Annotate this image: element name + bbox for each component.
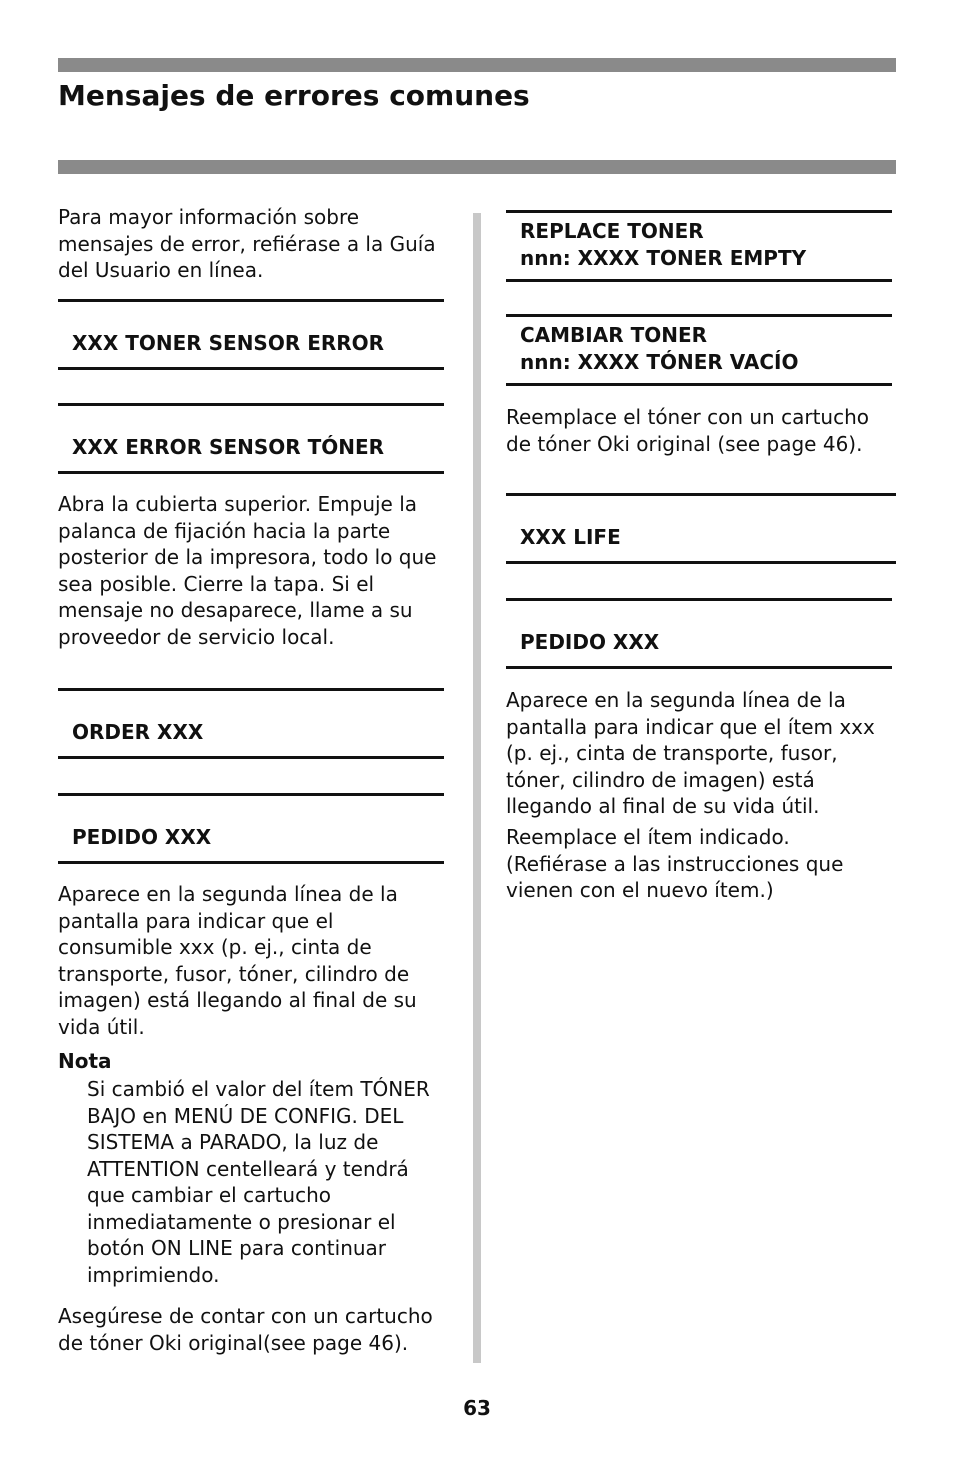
message-line-2: nnn: XXXX TONER EMPTY [520, 245, 807, 270]
message-box-replace-toner [506, 210, 892, 282]
life-description: Aparece en la segunda línea de la pantalla para indicar que el ítem xxx (p. ej., cinta de transporte, fusor, tóner, cilindro de imagen) está llegando al final de su vida útil. [506, 688, 875, 818]
original-cartridge-text: Asegúrese de contar con un cartucho de tóner Oki original(see page 46). [58, 1304, 433, 1355]
message-box-pedido: PEDIDO XXX [58, 793, 444, 864]
message-box-cambiar-toner [506, 314, 892, 386]
page-title: Mensajes de errores comunes [58, 79, 530, 112]
intro-text: Para mayor información sobre mensajes de error, refiérase a la Guía del Usuario en línea. [58, 205, 436, 282]
page-number: 63 [463, 1396, 491, 1420]
message-line-2: nnn: XXXX TÓNER VACÍO [520, 349, 799, 374]
message-box-life: XXX LIFE [506, 493, 896, 564]
replace-toner-description: Reemplace el tóner con un cartucho de tóner Oki original (see page 46). [506, 405, 869, 456]
sensor-error-description: Abra la cubierta superior. Empuje la palanca de fijación hacia la parte posterior de la impresora, todo lo que sea posible. Cierre la tapa. Si el mensaje no desaparece, llame a su proveedor de servicio local. [58, 492, 437, 649]
replace-item-text: Reemplace el ítem indicado. (Refiérase a las instrucciones que vienen con el nuevo ítem.) [506, 825, 844, 902]
note-label: Nota [58, 1049, 112, 1073]
header-top-bar [58, 58, 896, 72]
message-box-toner-sensor-error: XXX TONER SENSOR ERROR [58, 299, 444, 370]
message-box-pedido: PEDIDO XXX [506, 598, 892, 669]
message-line-1: REPLACE TONER [520, 219, 704, 243]
message-box-error-sensor-toner: XXX ERROR SENSOR TÓNER [58, 403, 444, 474]
message-box-order: ORDER XXX [58, 688, 444, 759]
column-divider [473, 213, 481, 1363]
header-bottom-bar [58, 160, 896, 174]
message-line-1: CAMBIAR TONER [520, 323, 708, 347]
order-description: Aparece en la segunda línea de la pantalla para indicar que el consumible xxx (p. ej., cinta de transporte, fusor, tóner, cilindro de imagen) está llegando al final de su vida útil. [58, 882, 417, 1039]
note-body: Si cambió el valor del ítem TÓNER BAJO en MENÚ DE CONFIG. DEL SISTEMA a PARADO, la luz de ATTENTION centelleará y tendrá que cambiar el cartucho inmediatamente o presionar el botón ON LINE para continuar imprimiendo. [87, 1077, 430, 1287]
